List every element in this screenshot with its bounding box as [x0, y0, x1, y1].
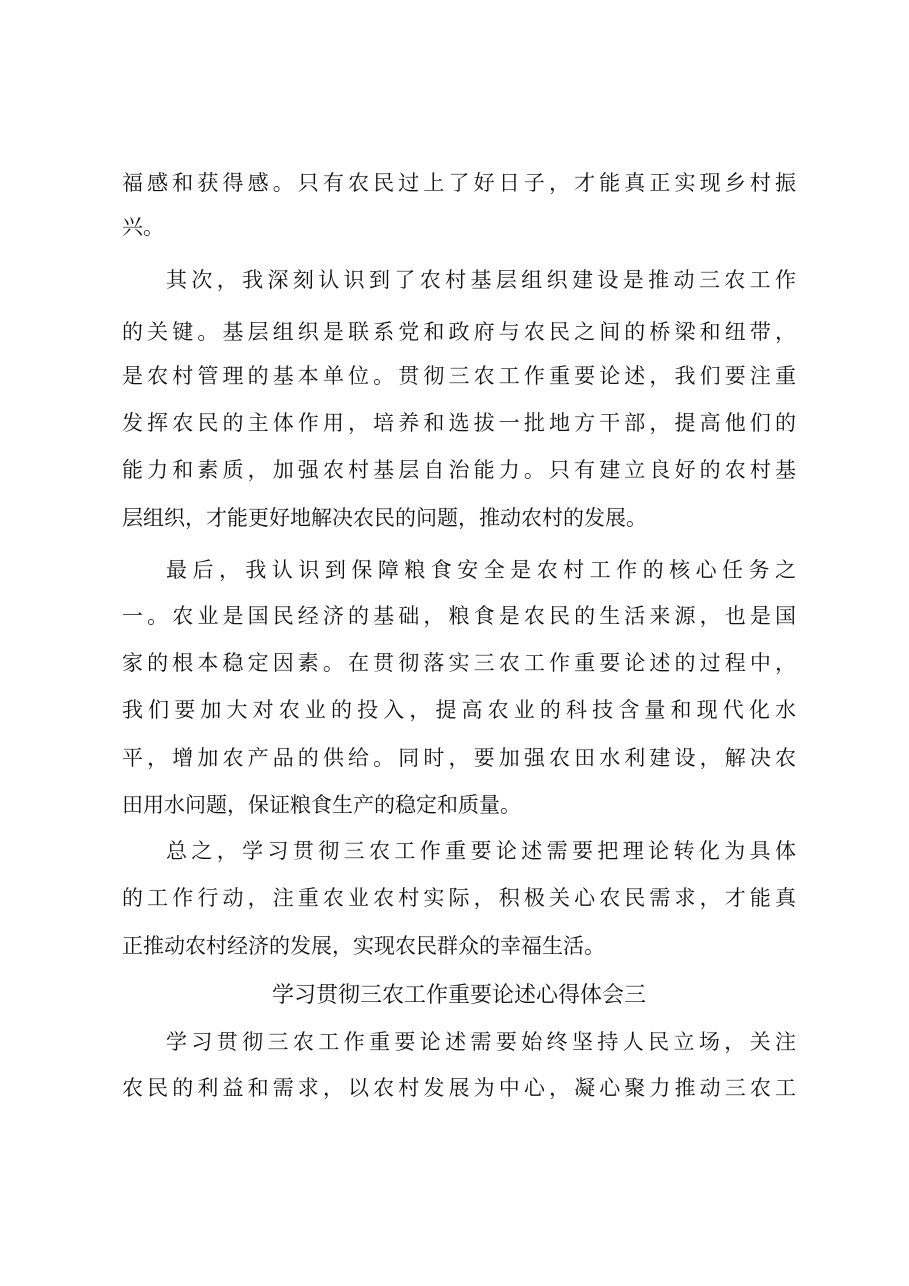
section-heading: 学习贯彻三农工作重要论述心得体会三 — [271, 983, 646, 1008]
text-line: 我们要加大对农业的投入，提高农业的科技含量和现代化水 — [122, 698, 796, 722]
text-line: 家的根本稳定因素。在贯彻落实三农工作重要论述的过程中， — [122, 651, 796, 675]
text-line: 是农村管理的基本单位。贯彻三农工作重要论述，我们要注重 — [122, 364, 796, 388]
text-line: 正推动农村经济的发展，实现农民群众的幸福生活。 — [122, 934, 605, 958]
text-line: 农民的利益和需求，以农村发展为中心，凝心聚力推动三农工 — [122, 1076, 796, 1100]
text-line: 的关键。基层组织是联系党和政府与农民之间的桥梁和纽带， — [122, 320, 796, 344]
text-line: 福感和获得感。只有农民过上了好日子，才能真正实现乡村振 — [122, 171, 796, 195]
text-line: 田用水问题，保证粮食生产的稳定和质量。 — [122, 793, 521, 817]
text-line: 平，增加农产品的供给。同时，要加强农田水利建设，解决农 — [122, 746, 796, 770]
text-line: 总之，学习贯彻三农工作重要论述需要把理论转化为具体 — [166, 839, 796, 863]
text-line: 的工作行动，注重农业农村实际，积极关心农民需求，才能真 — [122, 886, 796, 910]
text-line: 发挥农民的主体作用，培养和选拔一批地方干部，提高他们的 — [122, 411, 796, 435]
text-line: 兴。 — [122, 215, 164, 239]
text-line: 其次，我深刻认识到了农村基层组织建设是推动三农工作 — [166, 268, 796, 292]
text-line: 能力和素质，加强农村基层自治能力。只有建立良好的农村基 — [122, 458, 796, 482]
text-line: 学习贯彻三农工作重要论述需要始终坚持人民立场，关注 — [166, 1030, 796, 1054]
text-line: 一。农业是国民经济的基础，粮食是农民的生活来源，也是国 — [122, 604, 796, 628]
text-line: 层组织，才能更好地解决农民的问题，推动农村的发展。 — [122, 506, 647, 530]
text-line: 最后，我认识到保障粮食安全是农村工作的核心任务之 — [166, 558, 796, 582]
